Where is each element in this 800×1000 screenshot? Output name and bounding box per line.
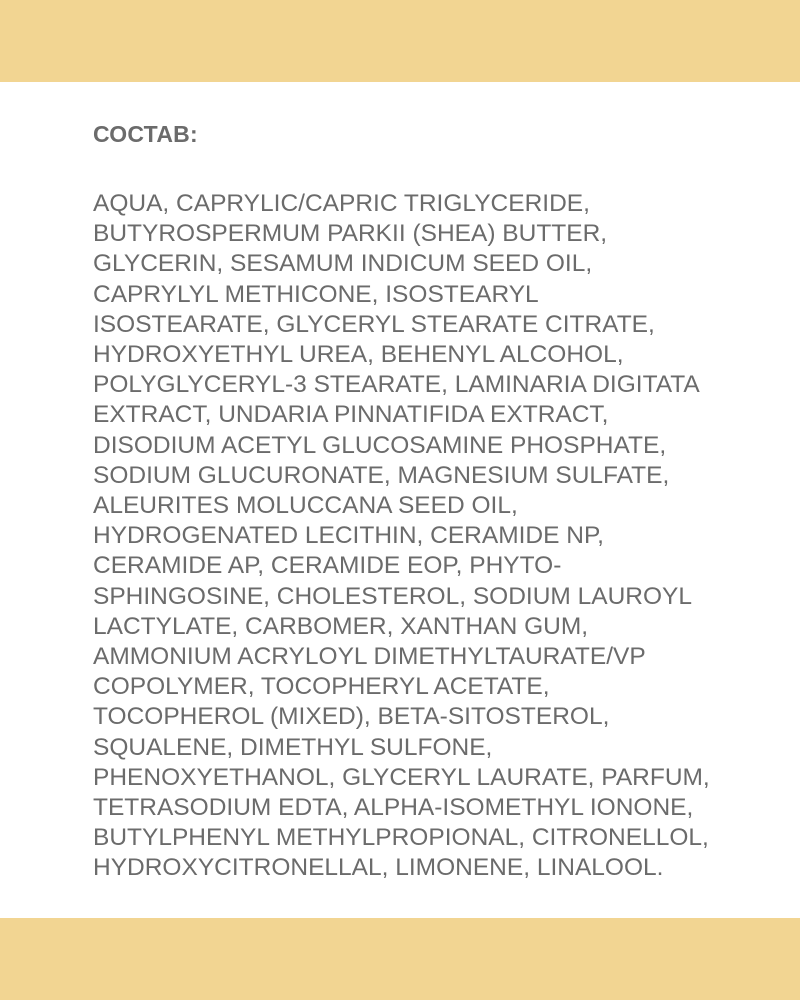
ingredient-line: EXTRACT, UNDARIA PINNATIFIDA EXTRACT,: [93, 401, 609, 429]
ingredient-line: TETRASODIUM EDTA, ALPHA-ISOMETHYL IONONE,: [93, 794, 694, 822]
ingredient-line: BUTYLPHENYL METHYLPROPIONAL, CITRONELLOL,: [93, 824, 709, 852]
ingredient-line: HYDROXYCITRONELLAL, LIMONENE, LINALOOL.: [93, 854, 664, 882]
bottom-band: [0, 918, 800, 1000]
content-area: [93, 116, 773, 884]
top-band: [0, 0, 800, 82]
ingredient-line: GLYCERIN, SESAMUM INDICUM SEED OIL,: [93, 250, 593, 278]
ingredient-line: CAPRYLYL METHICONE, ISOSTEARYL: [93, 280, 539, 308]
ingredient-line: AMMONIUM ACRYLOYL DIMETHYLTAURATE/VP: [93, 643, 646, 671]
ingredient-line: POLYGLYCERYL-3 STEARATE, LAMINARIA DIGITATA: [93, 371, 700, 399]
ingredient-line: LACTYLATE, CARBOMER, XANTHAN GUM,: [93, 612, 589, 640]
ingredient-line: PHENOXYETHANOL, GLYCERYL LAURATE, PARFUM,: [93, 763, 710, 791]
composition-heading: СОСТАВ:: [93, 121, 198, 147]
ingredient-line: AQUA, CAPRYLIC/CAPRIC TRIGLYCERIDE,: [93, 190, 590, 217]
ingredient-line: COPOLYMER, TOCOPHERYL ACETATE,: [93, 673, 550, 701]
ingredient-line: SODIUM GLUCURONATE, MAGNESIUM SULFATE,: [93, 461, 670, 489]
ingredient-line: HYDROGENATED LECITHIN, CERAMIDE NP,: [93, 522, 604, 550]
ingredient-line: HYDROXYETHYL UREA, BEHENYL ALCOHOL,: [93, 341, 624, 369]
ingredient-line: TOCOPHEROL (MIXED), BETA-SITOSTEROL,: [93, 703, 610, 731]
ingredient-line: SPHINGOSINE, CHOLESTEROL, SODIUM LAUROYL: [93, 582, 693, 610]
ingredient-line: BUTYROSPERMUM PARKII (SHEA) BUTTER,: [93, 220, 608, 248]
ingredient-line: DISODIUM ACETYL GLUCOSAMINE PHOSPHATE,: [93, 431, 667, 459]
ingredient-line: CERAMIDE AP, CERAMIDE EOP, PHYTO-: [93, 552, 562, 580]
ingredient-line: SQUALENE, DIMETHYL SULFONE,: [93, 733, 493, 761]
ingredient-line: ALEURITES MOLUCCANA SEED OIL,: [93, 492, 518, 520]
ingredient-line: ISOSTEARATE, GLYCERYL STEARATE CITRATE,: [93, 310, 655, 338]
ingredient-list: [93, 189, 773, 884]
